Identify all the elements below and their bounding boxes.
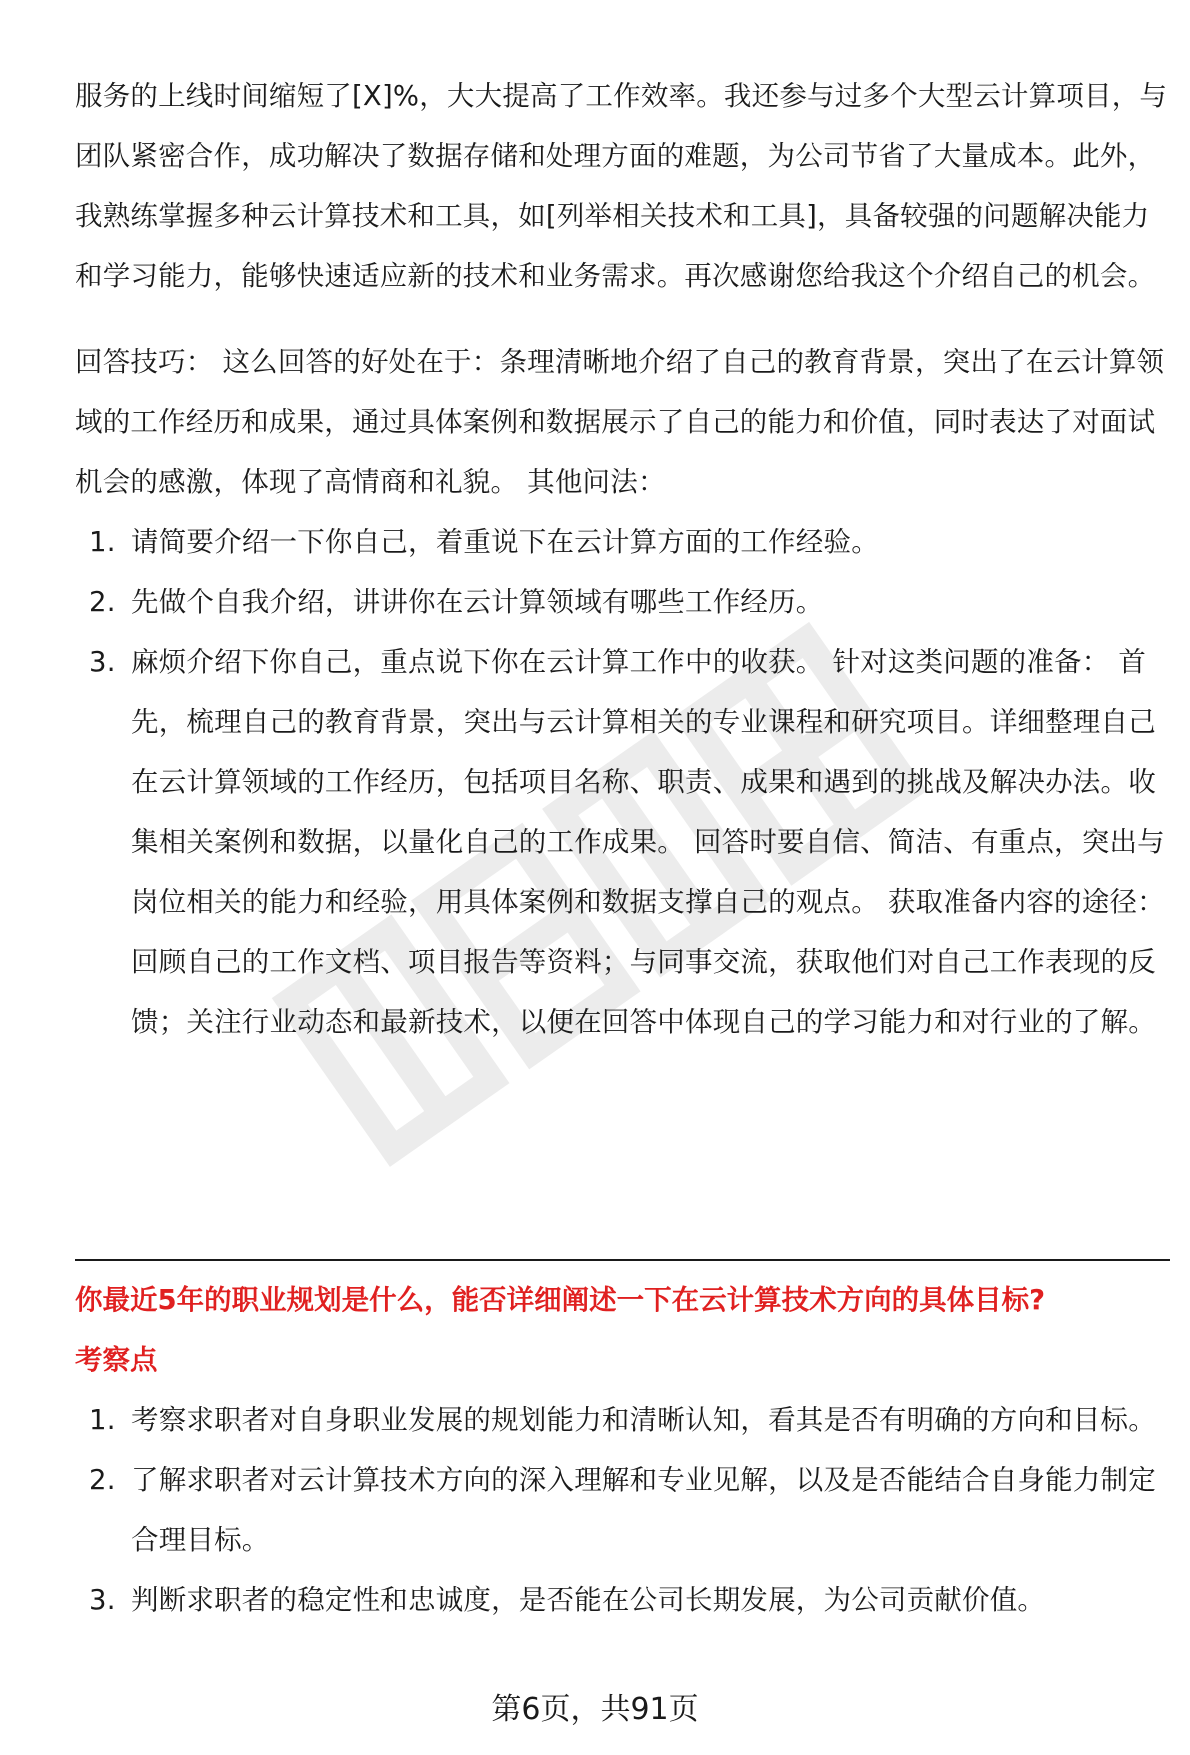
list-item-text: 请简要介绍一下你自己，着重说下在云计算方面的工作经验。 — [131, 526, 879, 558]
list-number: 2. — [89, 1464, 116, 1496]
list-number: 2. — [89, 586, 116, 618]
question-title: 你最近5年的职业规划是什么，能否详细阐述一下在云计算技术方向的具体目标? — [75, 1284, 1046, 1316]
list-item-text: 麻烦介绍下你自己，重点说下你在云计算工作中的收获。 针对这类问题的准备： 首先，梳理自己的教育背景，突出与云计算相关的专业课程和研究项目。详细整理自己在云计算领域的工作经历，包括项目名称、职责、成果和遇到的挑战及解决办法。收集相关案例和数据，以量化自己的工作成果。 回答时要自信、简洁、有重点，突出与岗位相关的能力和经验，用具体案例和数据支撑自己的观点。 获取准备内容的途径：回顾自己的工作文档、项目报告等资料；与同事交流，获取他们对自己工作表现的反馈；关注行业动态和最新技术，以便在回答中体现自己的学习能力和对行业的了解。 — [131, 646, 1165, 1038]
page-footer: 第6页，共91页 — [491, 1692, 699, 1727]
section-divider — [75, 1259, 1170, 1261]
list-number: 3. — [89, 1584, 116, 1616]
list-item — [75, 1570, 1175, 1630]
intro-paragraph: 服务的上线时间缩短了[X]%，大大提高了工作效率。我还参与过多个大型云计算项目，与团队紧密合作，成功解决了数据存储和处理方面的难题，为公司节省了大量成本。此外，我熟练掌握多种云计算技术和工具，如[列举相关技术和工具]，具备较强的问题解决能力和学习能力，能够快速适应新的技术和业务需求。再次感谢您给我这个介绍自己的机会。 — [75, 80, 1168, 292]
list-item — [75, 512, 1175, 572]
list-item — [75, 1450, 1175, 1570]
list-item — [75, 572, 1175, 632]
main-content — [75, 66, 1175, 1052]
section-label: 考察点 — [75, 1344, 158, 1376]
question-section — [75, 1270, 1175, 1630]
list-item-text: 考察求职者对自身职业发展的规划能力和清晰认知，看其是否有明确的方向和目标。 — [131, 1404, 1156, 1436]
list-item-text: 先做个自我介绍，讲讲你在云计算领域有哪些工作经历。 — [131, 586, 824, 618]
list-item-text: 了解求职者对云计算技术方向的深入理解和专业见解，以及是否能结合自身能力制定合理目标。 — [131, 1464, 1156, 1556]
assessment-points-list — [75, 1390, 1175, 1630]
list-item — [75, 632, 1175, 1052]
list-number: 1. — [89, 526, 116, 558]
list-number: 1. — [89, 1404, 116, 1436]
other-questions-list — [75, 512, 1175, 1052]
tips-paragraph: 回答技巧： 这么回答的好处在于：条理清晰地介绍了自己的教育背景，突出了在云计算领域的工作经历和成果，通过具体案例和数据展示了自己的能力和价值，同时表达了对面试机会的感激，体现了高情商和礼貌。 其他问法： — [75, 346, 1165, 498]
list-item — [75, 1390, 1175, 1450]
list-number: 3. — [89, 646, 116, 678]
list-item-text: 判断求职者的稳定性和忠诚度，是否能在公司长期发展，为公司贡献价值。 — [131, 1584, 1046, 1616]
